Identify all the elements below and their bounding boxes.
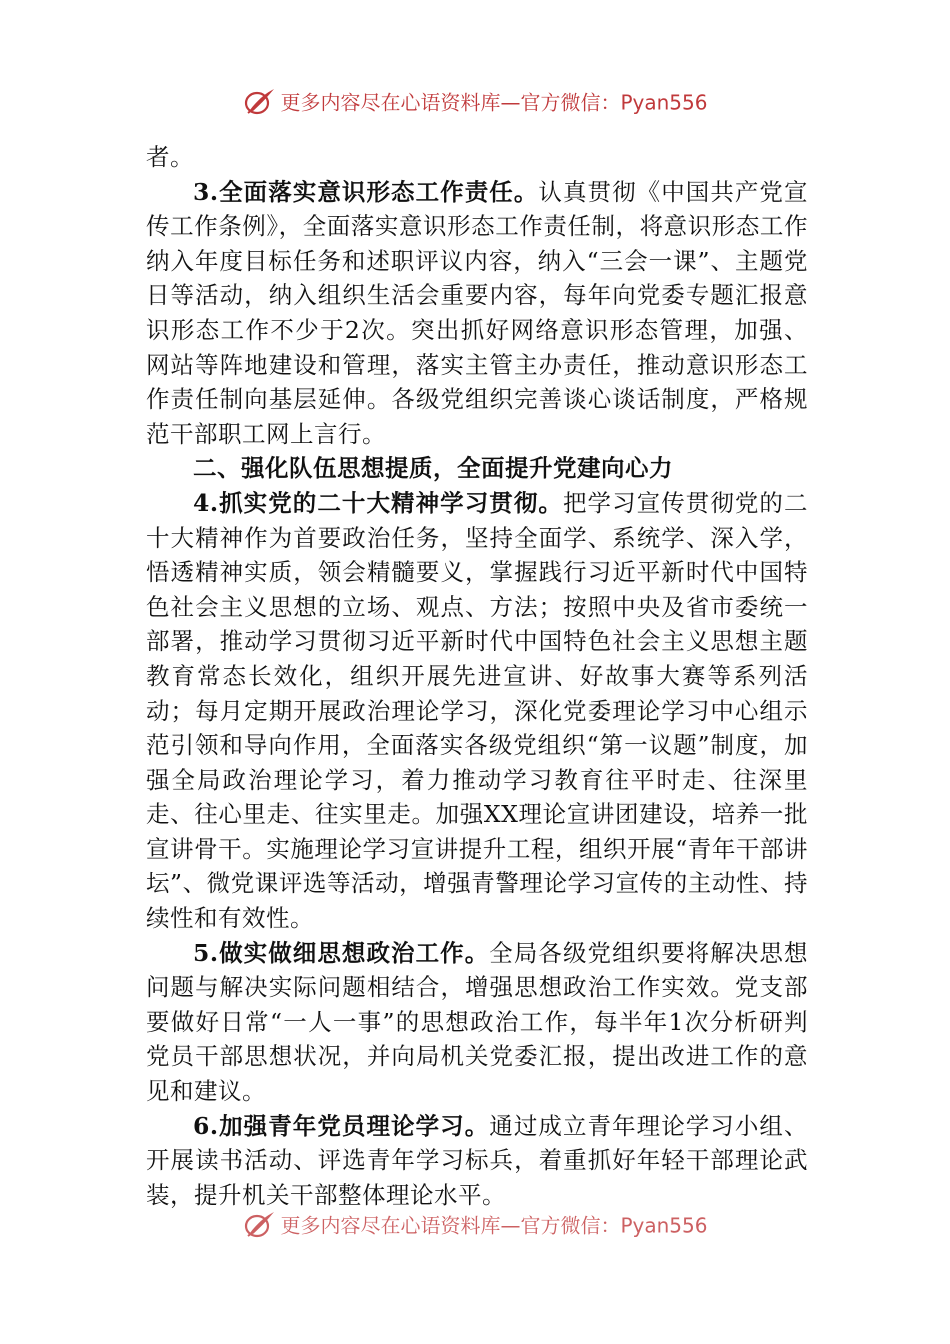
section-2-heading: 二、强化队伍思想提质，全面提升党建向心力 xyxy=(193,454,673,483)
item-4-body: 把学习宣传贯彻党的二十大精神作为首要政治任务，坚持全面学、系统学、深入学，悟透精神实质，领会精髓要义，掌握践行习近平新时代中国特色社会主义思想的立场、观点、方法；按照中央及省市委统一部署，推动学习贯彻习近平新时代中国特色社会主义思想主题教育常态长效化，组织开展先进宣讲、好故事大赛等系列活动；每月定期开展政治理论学习，深化党委理论学习中心组示范引领和导向作用，全面落实各级党组织“第一议题”制度，加强全局政治理论学习，着力推动学习教育往平时走、往深里走、往心里走、往实里走。加强XX理论宣讲团建设，培养一批宣讲骨干。实施理论学习宣讲提升工程，组织开展“青年干部讲坛”、微党课评选等活动，增强青警理论学习宣传的主动性、持续性和有效性。 xyxy=(146,488,808,933)
item-6-body: 通过成立青年理论学习小组、开展读书活动、评选青年学习标兵，着重抓好年轻干部理论武装，提升机关干部整体理论水平。 xyxy=(146,1111,808,1209)
item-6-heading: 6.加强青年党员理论学习。 xyxy=(193,1111,490,1140)
quill-pen-logo-icon xyxy=(242,1209,276,1239)
watermark-footer xyxy=(0,1209,950,1239)
item-4-heading: 4.抓实党的二十大精神学习贯彻。 xyxy=(193,488,563,517)
watermark-header xyxy=(0,86,950,116)
paragraph-item-5 xyxy=(146,936,808,1109)
paragraph-item-3 xyxy=(146,175,808,452)
paragraph-item-4 xyxy=(146,486,808,936)
item-3-body: 认真贯彻《中国共产党宣传工作条例》，全面落实意识形态工作责任制，将意识形态工作纳入年度目标任务和述职评议内容，纳入“三会一课”、主题党日等活动，纳入组织生活会重要内容，每年向党委专题汇报意识形态工作不少于2次。突出抓好网络意识形态管理，加强、网站等阵地建设和管理，落实主管主办责任，推动意识形态工作责任制向基层延伸。各级党组织完善谈心谈话制度，严格规范干部职工网上言行。 xyxy=(146,177,808,448)
watermark-text: 更多内容尽在心语资料库—官方微信：Pyan556 xyxy=(280,1213,708,1238)
item-5-heading: 5.做实做细思想政治工作。 xyxy=(193,938,490,967)
watermark-text: 更多内容尽在心语资料库—官方微信：Pyan556 xyxy=(280,90,708,115)
paragraph-item-6 xyxy=(146,1109,808,1213)
document-body xyxy=(146,140,808,1212)
item-5-body: 全局各级党组织要将解决思想问题与解决实际问题相结合，增强思想政治工作实效。党支部要做好日常“一人一事”的思想政治工作，每半年1次分析研判党员干部思想状况，并向局机关党委汇报，提出改进工作的意见和建议。 xyxy=(146,938,808,1106)
carry-over-text: 者。 xyxy=(146,143,194,171)
item-3-heading: 3.全面落实意识形态工作责任。 xyxy=(193,177,539,206)
quill-pen-logo-icon xyxy=(242,86,276,116)
